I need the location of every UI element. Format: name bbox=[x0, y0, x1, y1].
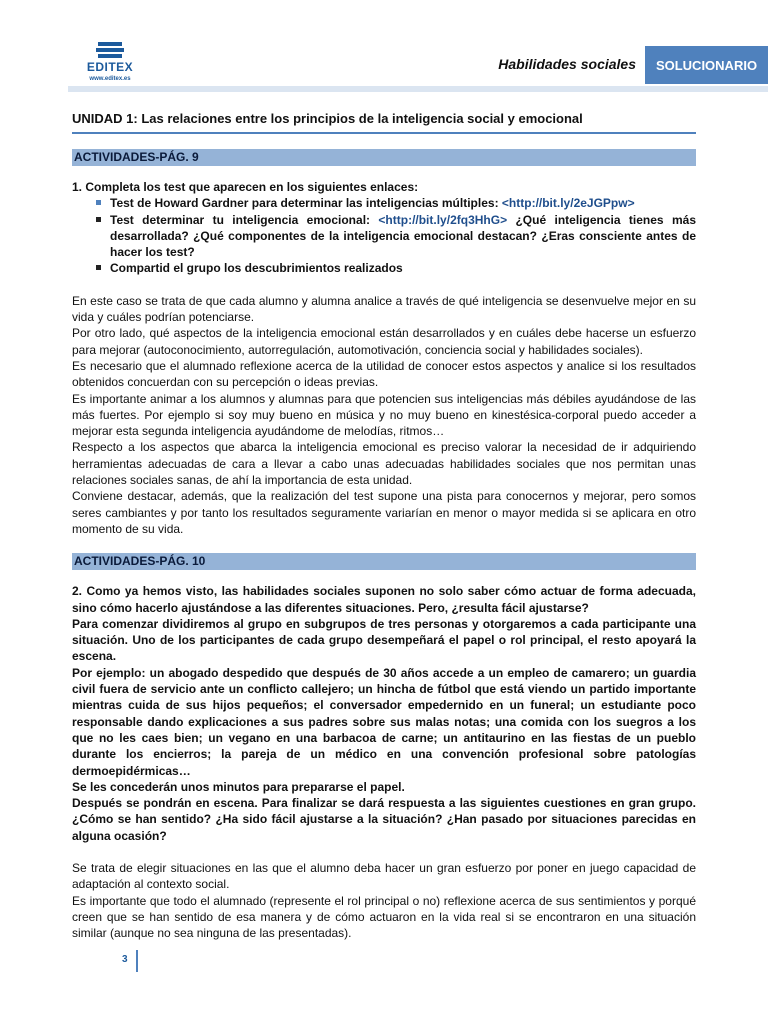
spacer bbox=[72, 844, 696, 860]
book-title: Habilidades sociales bbox=[498, 56, 636, 72]
page-number: 3 bbox=[122, 954, 128, 965]
question-1: 1. Completa los test que aparecen en los siguientes enlaces: bbox=[72, 180, 419, 194]
solucionario-badge: SOLUCIONARIO bbox=[645, 46, 768, 84]
bullet-text-after: ¿Qué inteligencia tienes más desarrollada? ¿Qué componentes de la inteligencia emocional destacan? ¿Eras consciente antes de hacer los test? bbox=[110, 212, 696, 260]
page-content bbox=[72, 110, 696, 941]
answer-paragraph: Conviene destacar, además, que la realización del test supone una pista para conocernos y mejorar, pero somos seres cambiantes y por tanto los resultados seguramente variarían en menor o mayor medida si se aplicara en otro momento de su vida. bbox=[72, 489, 696, 536]
footer-divider bbox=[136, 950, 138, 972]
emotional-test-link[interactable]: <http://bit.ly/2fq3HhG> bbox=[378, 212, 508, 227]
question-2-paragraph: Se les concederán unos minutos para prepararse el papel. bbox=[72, 779, 405, 794]
answer-paragraph: Respecto a los aspectos que abarca la inteligencia emocional es preciso valorar la necesidad de ir adquiriendo herramientas adecuadas de cara a llevar a cabo unas adecuadas habilidades sociales que nos permitan unas relaciones sociales sanas, de ahí la importancia de esta unidad. bbox=[72, 440, 696, 488]
answer-paragraph: En este caso se trata de que cada alumno y alumna analice a través de qué inteligencia se desenvuelve mejor en su vida y cuáles podrían potenciarse. bbox=[72, 293, 696, 325]
section-heading-pag9: ACTIVIDADES-PÁG. 9 bbox=[72, 149, 696, 166]
spacer bbox=[72, 537, 696, 553]
unit-title: UNIDAD 1: Las relaciones entre los principios de la inteligencia social y emocional bbox=[72, 110, 696, 134]
answer-paragraph: Es necesario que el alumnado reflexione acerca de la utilidad de conocer estos aspectos y analice si los resultados obtenidos concuerdan con su percepción o ideas previas. bbox=[72, 358, 696, 390]
gardner-test-link[interactable]: <http://bit.ly/2eJGPpw> bbox=[501, 196, 635, 211]
question-2-paragraph: Después se pondrán en escena. Para finalizar se dará respuesta a las siguientes cuestiones en gran grupo. ¿Cómo se han sentido? ¿Ha sido fácil ajustarse a la situación? ¿Han pasado por situaciones parecidas en alguna ocasión? bbox=[72, 796, 696, 843]
editex-logo bbox=[80, 40, 140, 90]
square-bullet-icon bbox=[96, 217, 101, 222]
answer-paragraph: Es importante que todo el alumnado (represente el rol principal o no) reflexione acerca de sus sentimientos y porqué creen que se han sentido de esa manera y de cómo actuaron en la vida real si se encontraron en una situación similar (aunque no sea ninguna de las presentadas). bbox=[72, 893, 696, 941]
question-2-paragraph: 2. Como ya hemos visto, las habilidades sociales suponen no solo saber cómo actuar de forma adecuada, sino cómo hacerlo ajustándose a las diferentes situaciones. Pero, ¿resulta fácil ajustarse? bbox=[72, 584, 696, 615]
question-2-paragraph: Para comenzar dividiremos al grupo en subgrupos de tres personas y otorgaremos a cada participante una situación. Uno de los participantes de cada grupo desempeñará el papel o rol principal, el resto apoyará la escena. bbox=[72, 616, 696, 664]
logo-url: www.editex.es bbox=[89, 76, 131, 82]
editex-logo-icon bbox=[80, 40, 140, 62]
spacer bbox=[72, 277, 696, 293]
bullet-text: Compartid el grupo los descubrimientos realizados bbox=[110, 261, 403, 276]
answer-paragraph: Por otro lado, qué aspectos de la inteligencia emocional están desarrollados y en cuáles debe hacerse un esfuerzo para mejorar (autoconocimiento, autorregulación, automotivación, conciencia social y habilidades sociales). bbox=[72, 326, 696, 357]
square-bullet-icon bbox=[96, 200, 101, 205]
logo-name: EDITEX bbox=[86, 60, 134, 74]
question-2-paragraph: Por ejemplo: un abogado despedido que después de 30 años accede a un empleo de camarero; un guardia civil fuera de servicio ante un conflicto callejero; un hincha de fútbol que está viendo un partido importante mientras cuida de sus hijos pequeños; el conversador empedernido en un funeral; un estudiante poco responsable dando explicaciones a sus padres sobre sus malas notas; una comida con los suegros a los que no les caes bien; un vegano en una barbacoa de carne; un antitaurino en las fiestas de un pueblo durante los encierros; la pareja de un médico en una convención profesional sobre patologías dermoepidérmicas… bbox=[72, 665, 696, 778]
answer-paragraph: Se trata de elegir situaciones en las que el alumno deba hacer un gran esfuerzo por poner en juego capacidad de adaptación al contexto social. bbox=[72, 860, 696, 892]
section-heading-pag10: ACTIVIDADES-PÁG. 10 bbox=[72, 553, 696, 570]
answer-paragraph: Es importante animar a los alumnos y alumnas para que potencien sus inteligencias más débiles ayudándose de las más fuertes. Por ejemplo si soy muy bueno en música y no muy bueno en kinestésica-corporal puedo acceder a mejorar esta segunda inteligencia ayudándome de melodías, ritmos… bbox=[72, 391, 696, 439]
bullet-item bbox=[72, 212, 696, 261]
bullet-item bbox=[72, 260, 696, 276]
page-header bbox=[0, 0, 768, 100]
question-1-bullets bbox=[72, 195, 696, 276]
bullet-text: Test determinar tu inteligencia emocional: bbox=[110, 212, 379, 227]
header-divider bbox=[68, 86, 768, 92]
bullet-text: Test de Howard Gardner para determinar las inteligencias múltiples: bbox=[110, 196, 502, 211]
square-bullet-icon bbox=[96, 265, 101, 270]
bullet-item bbox=[72, 195, 696, 211]
